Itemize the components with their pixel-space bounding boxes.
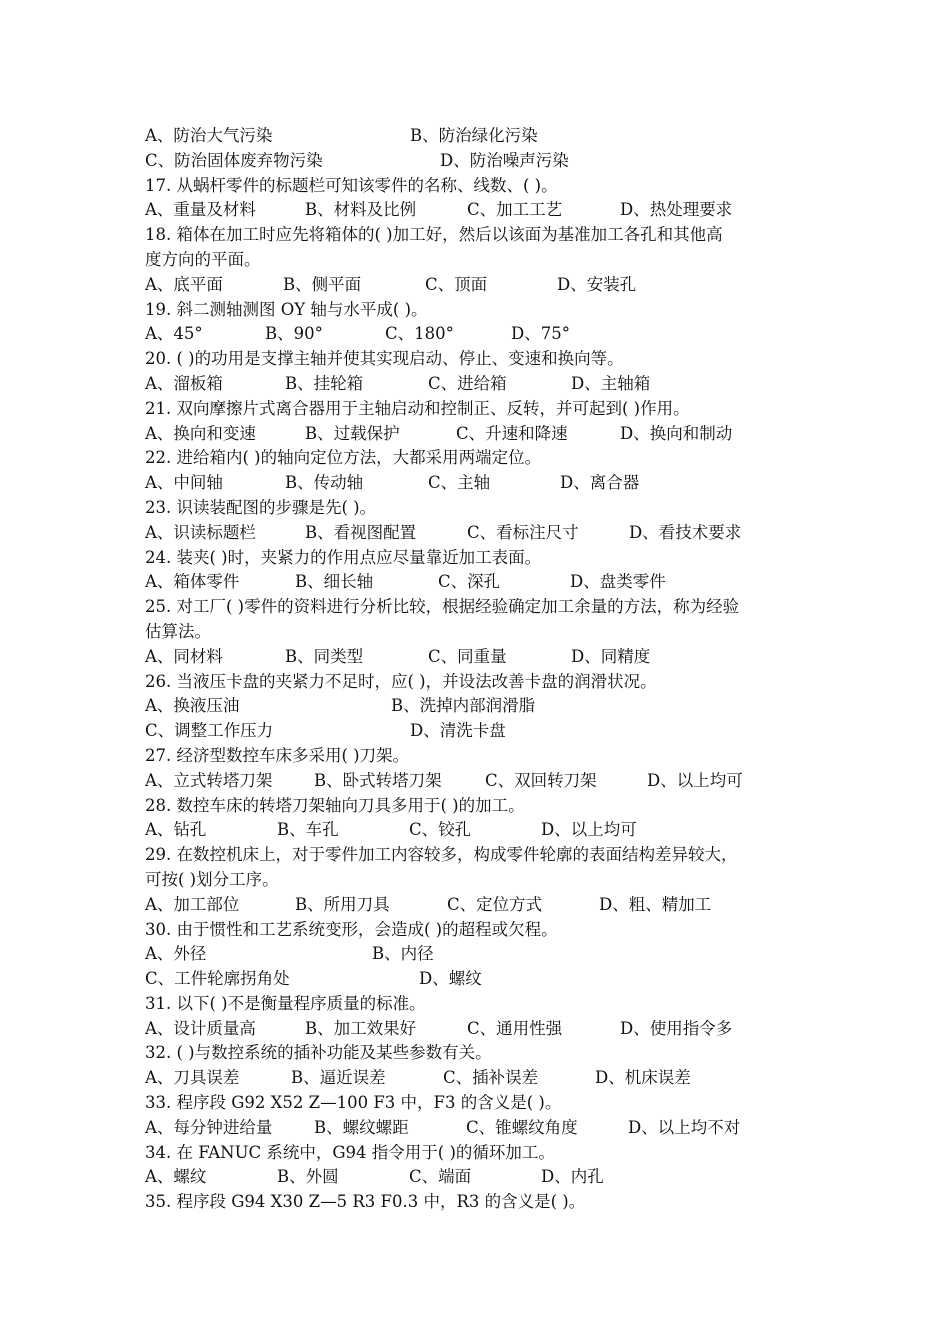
question-26: 26. 当液压卡盘的夹紧力不足时，应( )，并设法改善卡盘的润滑状况。 [145,671,657,691]
option-b: B、传动轴 [285,473,364,493]
option-b: B、防治绿化污染 [410,126,538,145]
option-c: C、通用性强 [467,1018,563,1038]
option-d: D、以上均可 [541,820,637,840]
option-b: B、内径 [372,944,434,964]
question-17: 17. 从蜗杆零件的标题栏可知该零件的名称、线数、( )。 [145,175,558,195]
option-c: C、双回转刀架 [485,770,597,790]
option-a: A、底平面 [145,274,223,294]
option-a: A、箱体零件 [145,572,240,592]
options-line [145,893,815,918]
options-line [145,1017,815,1042]
options-line [145,1066,815,1091]
option-a: A、钻孔 [145,820,207,840]
options-line [145,694,815,719]
options-line [145,422,815,447]
options-line [145,372,815,397]
option-b: B、车孔 [277,820,339,840]
option-d: D、以上均不对 [628,1117,741,1137]
options-line [145,570,815,595]
question-27: 27. 经济型数控车床多采用( )刀架。 [145,745,410,765]
question-25-continued: 估算法。 [145,621,211,641]
option-a: A、防治大气污染 [145,126,273,145]
option-c: C、插补误差 [443,1068,539,1088]
question-18: 18. 箱体在加工时应先将箱体的( )加工好，然后以该面为基准加工各孔和其他高 [145,225,723,245]
option-c: C、端面 [409,1167,472,1187]
question-25: 25. 对工厂( )零件的资料进行分析比较，根据经验确定加工余量的方法，称为经验 [145,597,740,617]
option-c: C、调整工作压力 [145,721,274,741]
question-29: 29. 在数控机床上，对于零件加工内容较多，构成零件轮廓的表面结构差异较大， [145,845,738,865]
question-18-continued: 度方向的平面。 [145,249,261,269]
option-b: B、所用刀具 [295,894,390,914]
option-d: D、75° [511,324,570,344]
option-a: A、识读标题栏 [145,522,256,542]
option-c: C、锥螺纹角度 [466,1117,578,1137]
option-d: D、清洗卡盘 [410,721,506,741]
option-a: A、立式转塔刀架 [145,770,273,790]
question-31: 31. 以下( )不是衡量程序质量的标准。 [145,993,426,1013]
option-c: C、加工工艺 [467,200,563,220]
option-c: C、180° [385,324,454,344]
document-page [145,124,815,1215]
option-d: D、防治噪声污染 [440,150,569,170]
option-b: B、同类型 [285,646,364,666]
option-b: B、逼近误差 [291,1068,386,1088]
question-35: 35. 程序段 G94 X30 Z—5 R3 F0.3 中，R3 的含义是( )。 [145,1192,586,1212]
option-b: B、加工效果好 [305,1018,417,1038]
option-d: D、热处理要求 [620,200,733,220]
question-30: 30. 由于惯性和工艺系统变形，会造成( )的超程或欠程。 [145,919,558,939]
option-a: A、溜板箱 [145,373,223,393]
option-b: B、挂轮箱 [285,373,364,393]
option-d: D、粗、精加工 [599,894,712,914]
option-d: D、机床误差 [595,1068,691,1088]
question-22: 22. 进给箱内( )的轴向定位方法，大都采用两端定位。 [145,448,542,468]
option-c: C、看标注尺寸 [467,522,579,542]
option-d: D、以上均可 [647,770,743,790]
options-line [145,967,815,992]
option-a: A、45° [145,324,203,344]
option-b: B、细长轴 [295,572,374,592]
options-line [145,719,815,744]
option-c: C、定位方式 [447,894,543,914]
question-24: 24. 装夹( )时，夹紧力的作用点应尽量靠近加工表面。 [145,547,542,567]
option-b: B、侧平面 [283,274,362,294]
question-20: 20. ( )的功用是支撑主轴并使其实现启动、停止、变速和换向等。 [145,349,624,369]
option-b: B、材料及比例 [305,200,417,220]
options-line [145,471,815,496]
option-c: C、升速和降速 [456,423,568,443]
question-28: 28. 数控车床的转塔刀架轴向刀具多用于( )的加工。 [145,795,525,815]
option-b: B、外圆 [277,1167,339,1187]
question-33: 33. 程序段 G92 X52 Z—100 F3 中，F3 的含义是( )。 [145,1093,562,1113]
option-a: A、每分钟进给量 [145,1117,273,1137]
options-line [145,124,815,149]
option-b: B、过载保护 [305,423,400,443]
option-a: A、重量及材料 [145,200,256,220]
options-line [145,818,815,843]
question-29-continued: 可按( )划分工序。 [145,869,279,889]
option-b: B、洗掉内部润滑脂 [391,696,536,716]
options-line [145,322,815,347]
option-c: C、铰孔 [409,820,472,840]
option-d: D、内孔 [541,1167,604,1187]
question-34: 34. 在 FANUC 系统中，G94 指令用于( )的循环加工。 [145,1142,555,1162]
option-b: B、90° [265,324,323,344]
option-d: D、使用指令多 [620,1018,733,1038]
option-a: A、外径 [145,944,207,964]
options-line [145,198,815,223]
option-c: C、进给箱 [428,373,507,393]
option-c: C、防治固体废弃物污染 [145,150,323,170]
option-c: C、同重量 [428,646,507,666]
question-23: 23. 识读装配图的步骤是先( )。 [145,497,377,517]
options-line [145,1116,815,1141]
option-c: C、主轴 [428,473,491,493]
option-b: B、螺纹螺距 [314,1117,409,1137]
option-d: D、盘类零件 [570,572,666,592]
options-line [145,645,815,670]
option-a: A、螺纹 [145,1167,207,1187]
option-a: A、加工部位 [145,894,240,914]
option-d: D、换向和制动 [620,423,733,443]
option-c: C、顶面 [425,274,488,294]
options-line [145,521,815,546]
option-a: A、换液压油 [145,696,240,716]
question-19: 19. 斜二测轴测图 OY 轴与水平成( )。 [145,299,428,319]
option-a: A、设计质量高 [145,1018,256,1038]
option-b: B、卧式转塔刀架 [314,770,442,790]
option-d: D、看技术要求 [629,522,742,542]
question-21: 21. 双向摩擦片式离合器用于主轴启动和控制正、反转，并可起到( )作用。 [145,398,690,418]
option-a: A、同材料 [145,646,223,666]
option-a: A、中间轴 [145,473,223,493]
option-d: D、同精度 [571,646,651,666]
option-d: D、离合器 [560,473,640,493]
option-d: D、主轴箱 [571,373,651,393]
option-d: D、安装孔 [557,274,637,294]
options-line [145,942,815,967]
options-line [145,769,815,794]
options-line [145,149,815,174]
option-c: C、工件轮廓拐角处 [145,969,290,989]
option-c: C、深孔 [438,572,501,592]
question-32: 32. ( )与数控系统的插补功能及某些参数有关。 [145,1043,492,1063]
options-line [145,1165,815,1190]
option-b: B、看视图配置 [305,522,417,542]
option-a: A、刀具误差 [145,1068,240,1088]
options-line [145,273,815,298]
option-a: A、换向和变速 [145,423,256,443]
option-d: D、螺纹 [419,969,482,989]
